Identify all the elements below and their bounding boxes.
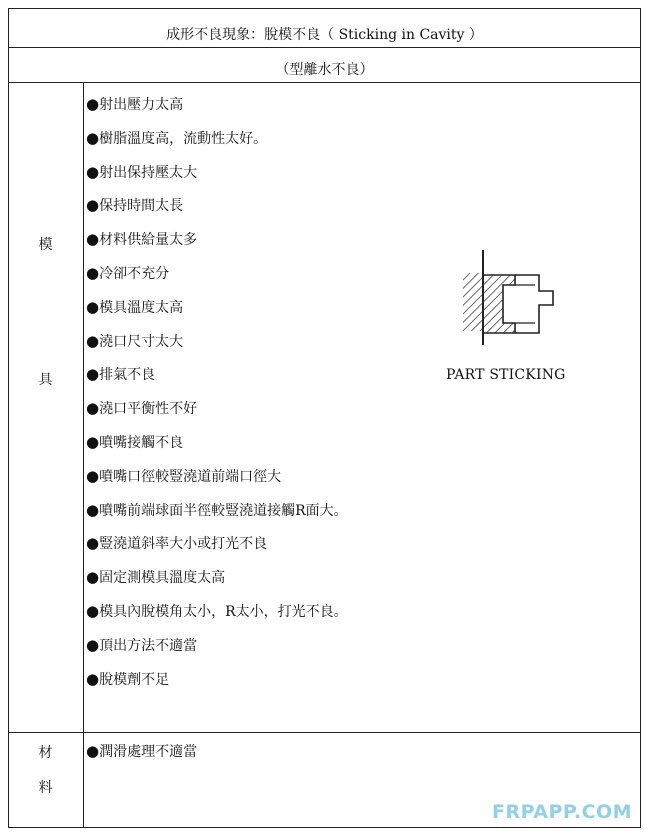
list-item-text: 潤滑處理不適當	[99, 744, 198, 760]
list-item	[86, 331, 183, 351]
list-item	[86, 500, 348, 520]
bullet-icon: ●	[86, 230, 100, 249]
page-title: 成形不良現象：脫模不良（ Sticking in Cavity ）	[166, 27, 483, 43]
list-item	[86, 398, 197, 418]
list-item-text: 澆口平衡性不好	[99, 401, 198, 418]
bullet-icon: ●	[86, 365, 100, 384]
bullet-icon: ●	[86, 466, 100, 485]
watermark: FRPAPP.COM	[492, 801, 633, 823]
list-item-text: 樹脂溫度高，流動性太好。	[99, 130, 268, 147]
list-item-text: 噴嘴口徑較豎澆道前端口徑大	[99, 468, 282, 485]
bullet-icon: ●	[86, 196, 100, 215]
list-item-text: 噴嘴前端球面半徑較豎澆道接觸R面大。	[99, 502, 348, 519]
bullet-icon: ●	[86, 95, 100, 113]
list-item-text: 材料供給量太多	[99, 232, 198, 249]
list-item-text: 冷卻不充分	[99, 266, 170, 282]
mold-label-char-1: 模	[38, 237, 53, 253]
part-sticking-diagram	[455, 245, 565, 355]
list-item	[86, 162, 197, 182]
bullet-icon: ●	[86, 602, 100, 620]
bullet-icon: ●	[86, 128, 100, 147]
page-subtitle: （型離水不良）	[275, 62, 374, 78]
list-item	[86, 741, 197, 761]
list-item-text: 射出保持壓太大	[99, 164, 198, 181]
section-divider	[8, 732, 641, 733]
bullet-icon: ●	[86, 264, 100, 282]
list-item	[86, 432, 183, 452]
bullet-icon: ●	[86, 399, 100, 418]
column-divider	[83, 82, 84, 828]
stuck-part	[483, 275, 515, 333]
core-outline	[515, 275, 553, 333]
list-item	[86, 94, 183, 114]
list-item	[86, 669, 169, 689]
list-item	[86, 567, 225, 587]
bullet-icon: ●	[86, 742, 100, 760]
list-item-text: 澆口尺寸太大	[99, 333, 184, 350]
list-item	[86, 635, 197, 655]
list-item	[86, 128, 267, 148]
bullet-icon: ●	[86, 433, 100, 451]
list-item	[86, 263, 169, 283]
list-item-text: 模具溫度太高	[99, 299, 184, 316]
bullet-icon: ●	[86, 297, 100, 316]
list-item-text: 噴嘴接觸不良	[99, 435, 184, 451]
material-label-char-2: 料	[38, 780, 53, 796]
bullet-icon: ●	[86, 669, 100, 688]
list-item-text: 保持時間太長	[99, 198, 184, 215]
bullet-icon: ●	[86, 162, 100, 181]
list-item-text: 豎澆道斜率大小或打光不良	[99, 536, 268, 553]
bullet-icon: ●	[86, 534, 100, 553]
list-item-text: 射出壓力太高	[99, 97, 184, 113]
figure-caption: PART STICKING	[446, 367, 566, 383]
bullet-icon: ●	[86, 635, 100, 654]
list-item	[86, 297, 183, 317]
bullet-icon: ●	[86, 500, 100, 519]
bullet-icon: ●	[86, 568, 100, 587]
list-item-text: 固定測模具溫度太高	[99, 570, 226, 587]
list-item-text: 排氣不良	[99, 367, 156, 384]
bullet-icon: ●	[86, 331, 100, 350]
list-item	[86, 195, 183, 215]
list-item	[86, 229, 197, 249]
material-label-char-1: 材	[38, 745, 53, 761]
list-item	[86, 601, 348, 621]
list-item	[86, 466, 281, 486]
header-divider	[8, 47, 641, 48]
list-item	[86, 364, 155, 384]
list-item-text: 頂出方法不適當	[99, 637, 198, 654]
mold-label-char-2: 具	[38, 372, 53, 388]
list-item-text: 模具內脫模角太小，R太小，打光不良。	[99, 604, 348, 620]
header-bottom-rule	[8, 82, 641, 83]
mold-hatch	[463, 273, 483, 331]
list-item-text: 脫模劑不足	[99, 671, 170, 688]
list-item	[86, 533, 267, 553]
